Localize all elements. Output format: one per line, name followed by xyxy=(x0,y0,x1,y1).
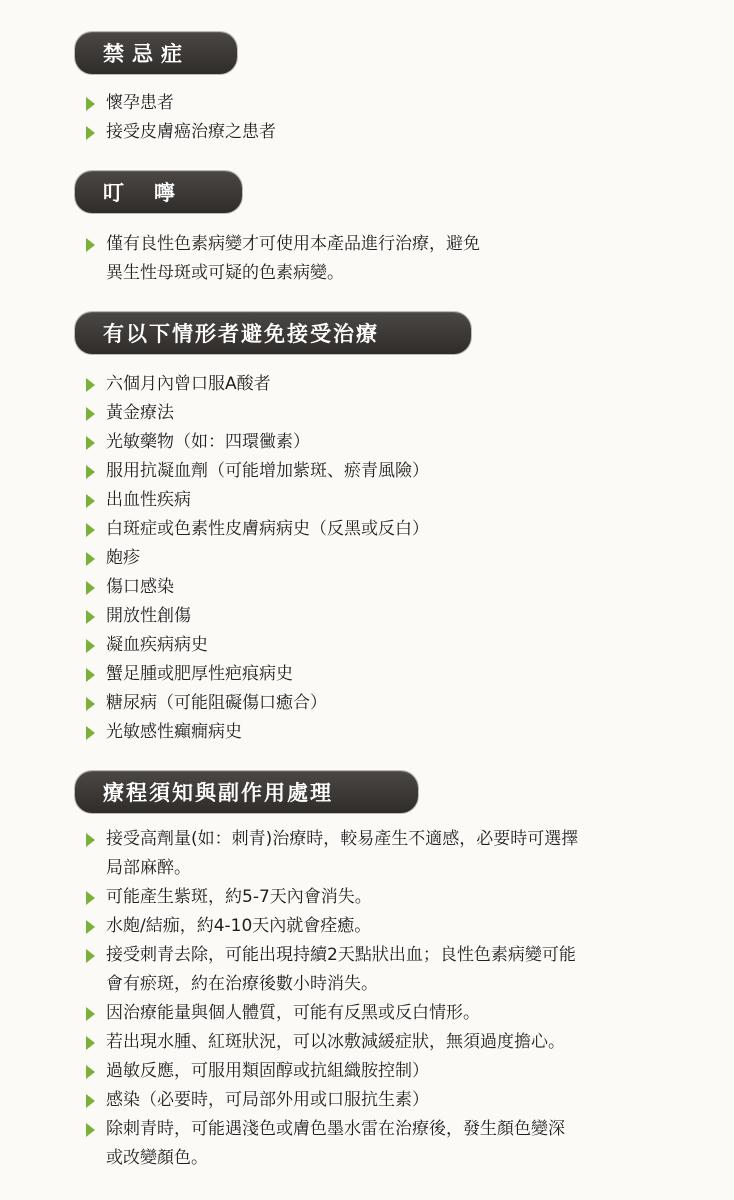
bullet-arrow-icon xyxy=(82,428,100,457)
bullet-arrow-icon xyxy=(82,941,100,970)
bullet-arrow-icon xyxy=(82,1057,100,1086)
list-item-text: 黃金療法 xyxy=(106,403,174,423)
treatment-care-list xyxy=(82,825,692,1173)
bullet-arrow-icon xyxy=(82,825,100,854)
bullet-arrow-icon xyxy=(82,883,100,912)
list-item-text: 僅有良性色素病變才可使用本產品進行治療，避免 異生性母斑或可疑的色素病變。 xyxy=(106,234,480,283)
bullet-arrow-icon xyxy=(82,573,100,602)
list-item-text: 除刺青時，可能遇淺色或膚色墨水雷在治療後，發生顏色變深 或改變顏色。 xyxy=(106,1119,565,1168)
list-item-text: 皰疹 xyxy=(106,548,140,568)
treatment-care-title: 療程須知與副作用處理 xyxy=(103,781,333,805)
list-item-text: 接受皮膚癌治療之患者 xyxy=(106,122,276,142)
list-item xyxy=(82,689,692,718)
bullet-arrow-icon xyxy=(82,89,100,118)
bullet-arrow-icon xyxy=(82,399,100,428)
bullet-arrow-icon xyxy=(82,1115,100,1144)
list-item xyxy=(82,486,692,515)
list-item xyxy=(82,118,692,147)
contraindications-header xyxy=(75,32,237,74)
list-item-text: 光敏感性癲癇病史 xyxy=(106,722,242,742)
reminder-list xyxy=(82,230,692,288)
list-item xyxy=(82,370,692,399)
list-item xyxy=(82,631,692,660)
list-item xyxy=(82,399,692,428)
bullet-arrow-icon xyxy=(82,370,100,399)
contraindications-list xyxy=(82,89,692,147)
avoid-treatment-header xyxy=(75,312,471,354)
list-item-text: 過敏反應，可服用類固醇或抗組織胺控制） xyxy=(106,1061,429,1081)
avoid-treatment-list xyxy=(82,370,692,747)
bullet-arrow-icon xyxy=(82,1028,100,1057)
list-item-text: 糖尿病（可能阻礙傷口癒合） xyxy=(106,693,327,713)
list-item xyxy=(82,1086,692,1115)
bullet-arrow-icon xyxy=(82,718,100,747)
list-item-text: 出血性疾病 xyxy=(106,490,191,510)
list-item xyxy=(82,660,692,689)
reminder-title: 叮嚀 xyxy=(103,181,205,205)
list-item-text: 凝血疾病病史 xyxy=(106,635,208,655)
list-item xyxy=(82,428,692,457)
list-item xyxy=(82,1115,692,1173)
bullet-arrow-icon xyxy=(82,999,100,1028)
bullet-arrow-icon xyxy=(82,631,100,660)
list-item xyxy=(82,515,692,544)
bullet-arrow-icon xyxy=(82,912,100,941)
avoid-treatment-title: 有以下情形者避免接受治療 xyxy=(103,322,379,346)
list-item-text: 懷孕患者 xyxy=(106,93,174,113)
list-item-text: 若出現水腫、紅斑狀況，可以冰敷減緩症狀，無須過度擔心。 xyxy=(106,1032,565,1052)
list-item xyxy=(82,999,692,1028)
list-item-text: 開放性創傷 xyxy=(106,606,191,626)
list-item-text: 服用抗凝血劑（可能增加紫斑、瘀青風險） xyxy=(106,461,429,481)
list-item xyxy=(82,1028,692,1057)
list-item-text: 傷口感染 xyxy=(106,577,174,597)
list-item xyxy=(82,89,692,118)
list-item-text: 感染（必要時，可局部外用或口服抗生素） xyxy=(106,1090,429,1110)
list-item-text: 接受高劑量(如：刺青)治療時，較易產生不適感，必要時可選擇 局部麻醉。 xyxy=(106,829,579,878)
list-item-text: 水皰/結痂，約4-10天內就會痊癒。 xyxy=(106,916,372,936)
list-item xyxy=(82,912,692,941)
bullet-arrow-icon xyxy=(82,515,100,544)
list-item xyxy=(82,573,692,602)
bullet-arrow-icon xyxy=(82,602,100,631)
bullet-arrow-icon xyxy=(82,486,100,515)
list-item-text: 接受刺青去除，可能出現持續2天點狀出血；良性色素病變可能 會有瘀斑，約在治療後數小時消失。 xyxy=(106,945,576,994)
list-item xyxy=(82,1057,692,1086)
bullet-arrow-icon xyxy=(82,457,100,486)
list-item xyxy=(82,457,692,486)
list-item xyxy=(82,602,692,631)
list-item xyxy=(82,544,692,573)
list-item-text: 光敏藥物（如：四環黴素） xyxy=(106,432,310,452)
bullet-arrow-icon xyxy=(82,1086,100,1115)
list-item xyxy=(82,941,692,999)
list-item-text: 因治療能量與個人體質，可能有反黑或反白情形。 xyxy=(106,1003,480,1023)
contraindications-title: 禁忌症 xyxy=(103,42,190,66)
list-item-text: 可能產生紫斑，約5-7天內會消失。 xyxy=(106,887,372,907)
bullet-arrow-icon xyxy=(82,689,100,718)
bullet-arrow-icon xyxy=(82,230,100,259)
treatment-care-header xyxy=(75,771,418,813)
list-item-text: 六個月內曾口服A酸者 xyxy=(106,374,271,394)
list-item xyxy=(82,883,692,912)
list-item-text: 蟹足腫或肥厚性疤痕病史 xyxy=(106,664,293,684)
bullet-arrow-icon xyxy=(82,118,100,147)
bullet-arrow-icon xyxy=(82,660,100,689)
list-item-text: 白斑症或色素性皮膚病病史（反黑或反白） xyxy=(106,519,429,539)
list-item xyxy=(82,230,692,288)
list-item xyxy=(82,718,692,747)
reminder-header xyxy=(75,171,242,213)
list-item xyxy=(82,825,692,883)
bullet-arrow-icon xyxy=(82,544,100,573)
